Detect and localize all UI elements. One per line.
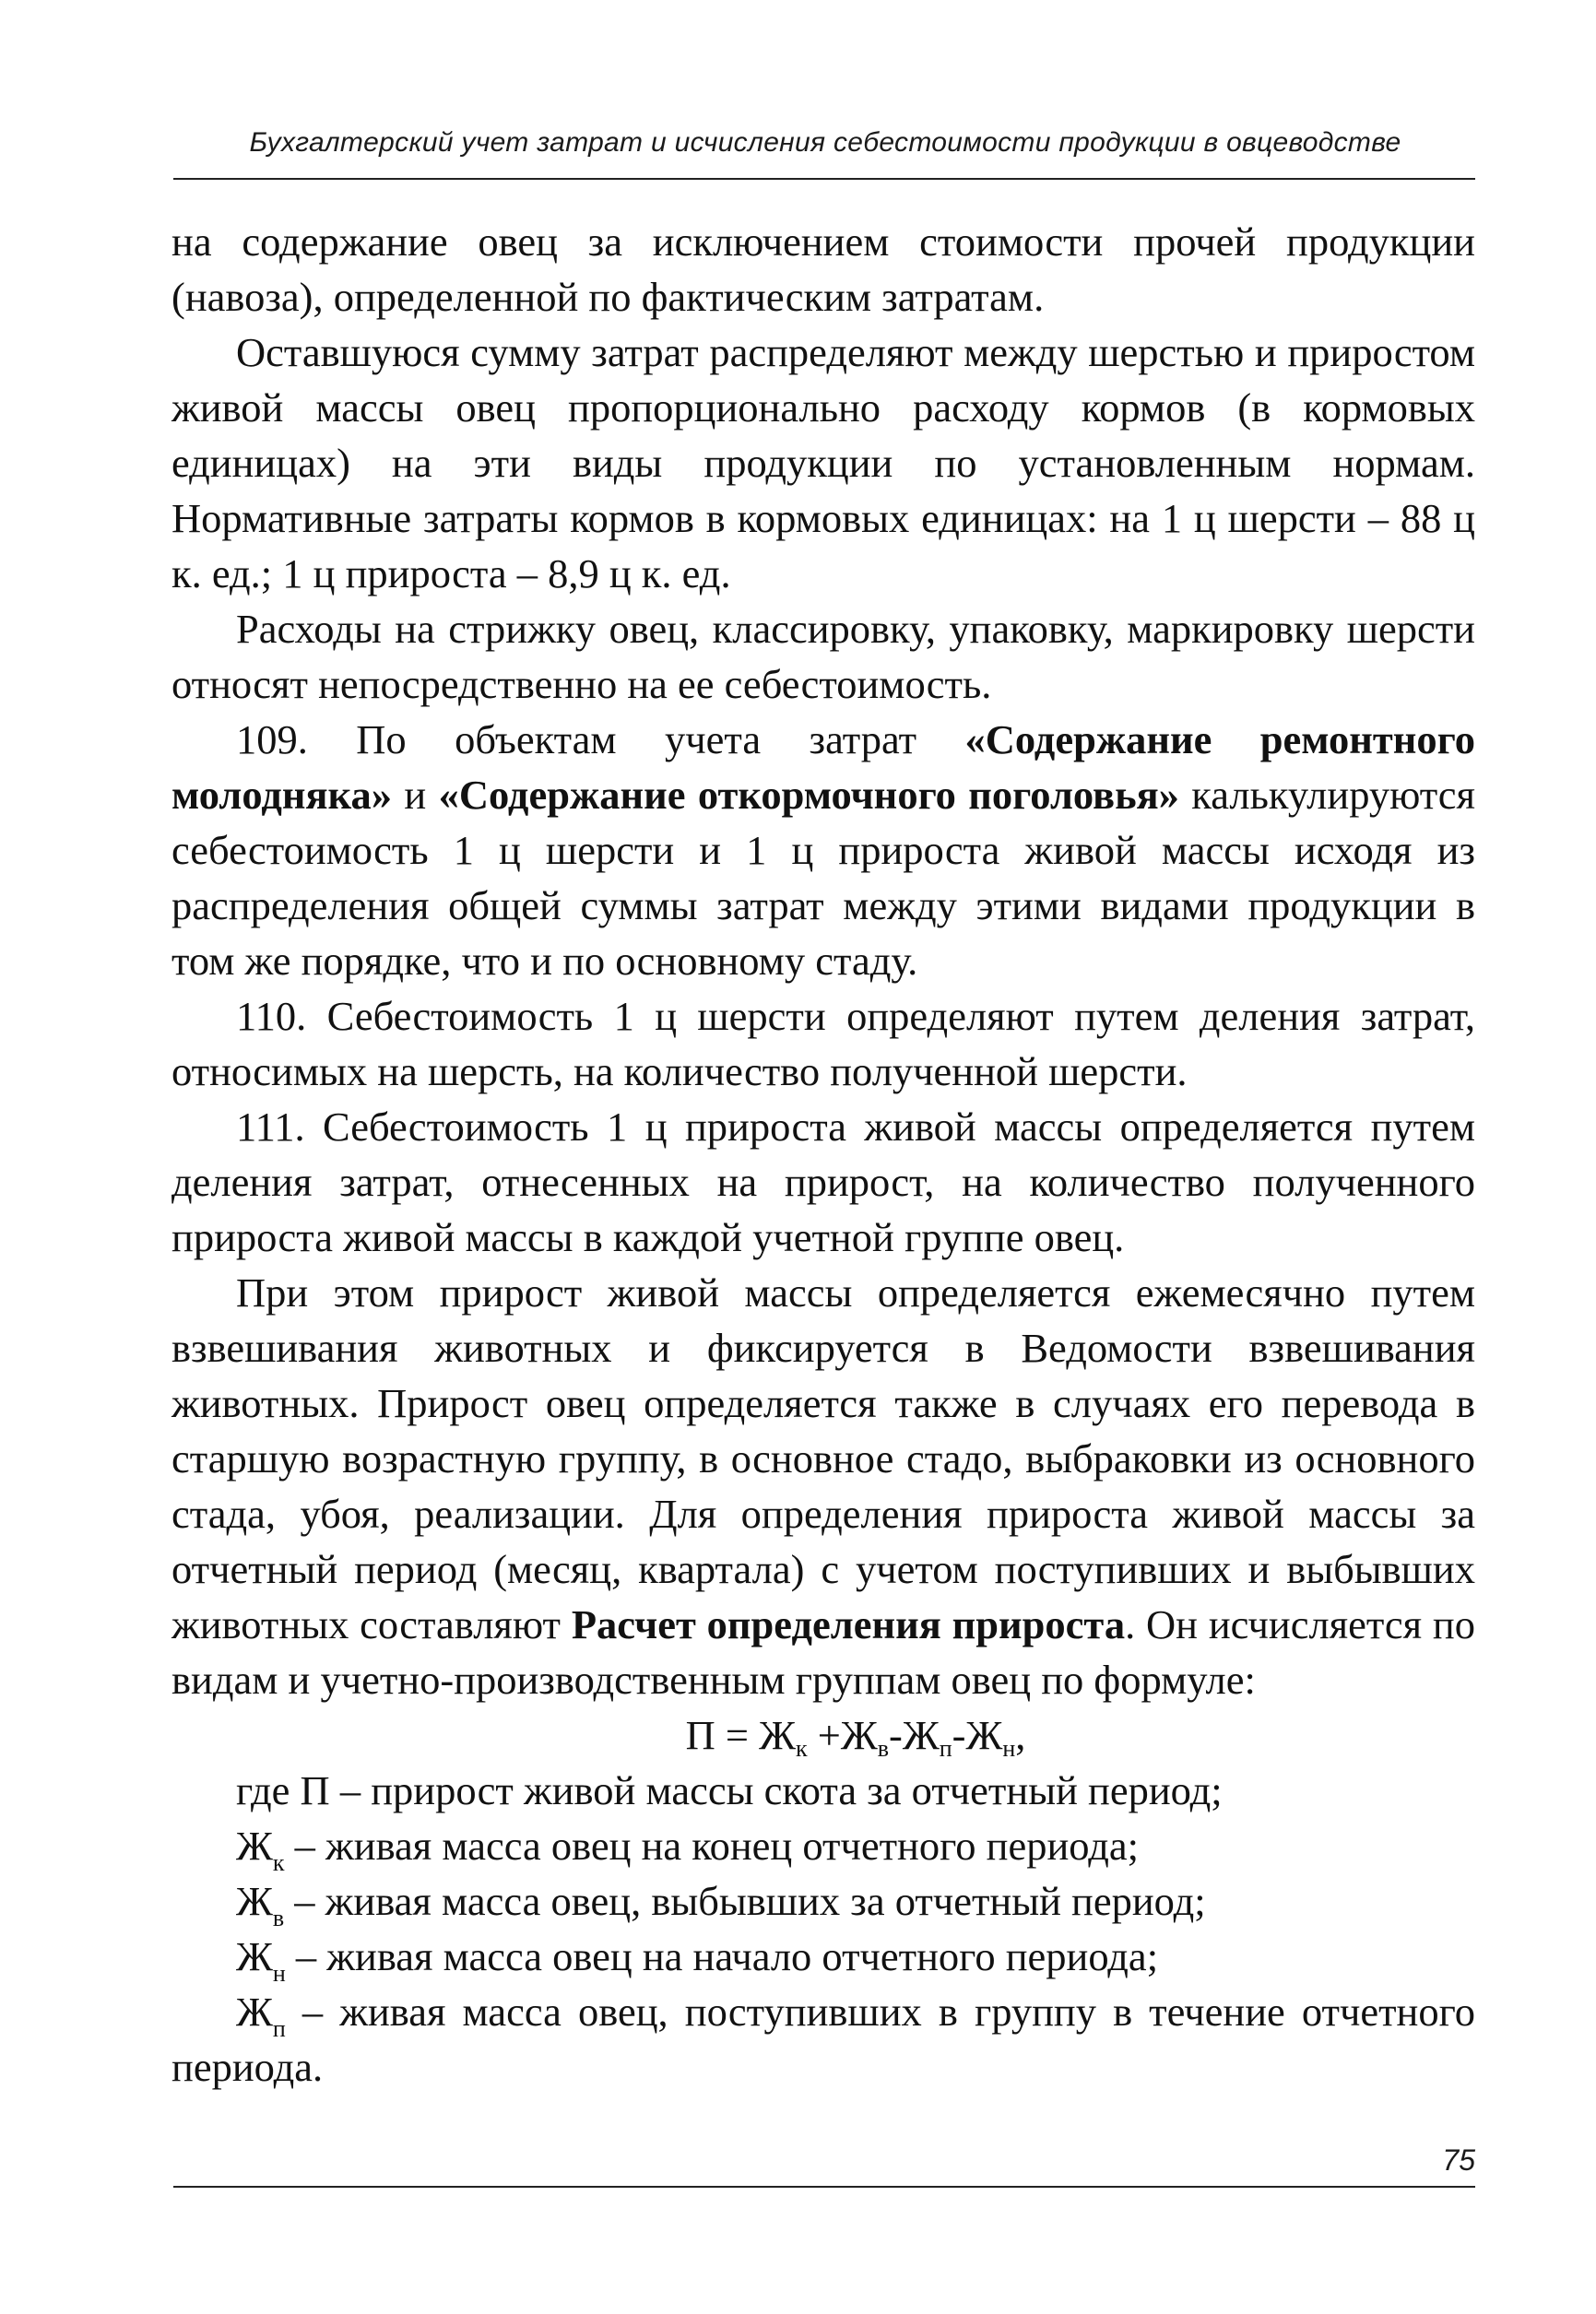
formula-sub-v: в <box>877 1735 889 1762</box>
paragraph-109-lead: 109. По объектам учета затрат <box>236 716 965 762</box>
definition-symbol: Ж <box>236 1933 273 1979</box>
definition-zh-k <box>171 1818 1475 1876</box>
definition-zh-p <box>171 1984 1475 2095</box>
definition-symbol: Ж <box>236 1989 273 2035</box>
definition-symbol: Ж <box>236 1823 273 1869</box>
paragraph-weighing-tail: . Он исчисляется по видам и учетно-производственным группам овец по формуле: <box>171 1601 1475 1703</box>
paragraph-3: Расходы на стрижку овец, классировку, упаковку, маркировку шерсти относят непосредственно на ее себестоимость. <box>171 606 1475 707</box>
formula-sub-k: к <box>795 1735 808 1762</box>
body-text <box>171 214 1475 2095</box>
page-number: 75 <box>1442 2143 1475 2177</box>
definition-text: – живая масса овец, выбывших за отчетный период; <box>284 1878 1206 1924</box>
paragraph-111: 111. Себестоимость 1 ц прироста живой массы определяется путем деления затрат, отнесенных на прирост, на количество полученного прироста живой массы в каждой учетной группе овец. <box>171 1104 1475 1260</box>
formula-minus-zh-2: -Ж <box>952 1712 1003 1758</box>
definition-p: где П – прирост живой массы скота за отчетный период; <box>236 1767 1223 1813</box>
definition-symbol: Ж <box>236 1878 273 1924</box>
term-raschet-prirosta: Расчет определения прироста <box>571 1601 1126 1647</box>
growth-formula <box>171 1707 1475 1763</box>
term-otkormochnoe-pogolovye: «Содержание откормочного поголовья» <box>438 772 1179 818</box>
definition-text: – живая масса овец на начало отчетного периода; <box>285 1933 1159 1979</box>
header-rule <box>173 178 1475 180</box>
formula-end: , <box>1015 1712 1026 1758</box>
definition-subscript: п <box>272 2015 286 2042</box>
formula-lhs: П = Ж <box>685 1712 796 1758</box>
formula-sub-n: н <box>1002 1735 1016 1762</box>
paragraph-109-tail: калькулируются себестоимость 1 ц шерсти и 1 ц прироста живой массы исходя из распределения общей суммы затрат между этими видами продукции в том же порядке, что и по основному стаду. <box>171 772 1475 984</box>
paragraph-weighing <box>171 1265 1475 1707</box>
paragraph-110: 110. Себестоимость 1 ц шерсти определяют путем деления затрат, относимых на шерсть, на количество полученной шерсти. <box>171 993 1475 1094</box>
paragraph-2: Оставшуюся сумму затрат распределяют между шерстью и приростом живой массы овец пропорционально расходу кормов (в кормовых единицах) на эти виды продукции по установленным нормам. Нормативные затраты кормов в кормовых единицах: на 1 ц шерсти – 88 ц к. ед.; 1 ц прироста – 8,9 ц к. ед. <box>171 329 1475 596</box>
definition-subscript: н <box>272 1960 286 1987</box>
definition-text: – живая масса овец на конец отчетного периода; <box>284 1823 1139 1869</box>
paragraph-weighing-lead: При этом прирост живой массы определяется ежемесячно путем взвешивания животных и фиксируется в Ведомости взвешивания животных. Прирост овец определяется также в случаях его перевода в старшую возрастную группу, в основное стадо, выбраковки из основного стада, убоя, реализации. Для определения прироста живой массы за отчетный период (месяц, квартала) с учетом поступивших и выбывших животных составляют <box>171 1269 1475 1647</box>
definition-subscript: к <box>272 1849 285 1876</box>
definition-zh-n <box>171 1929 1475 1987</box>
definition-text: – живая масса овец, поступивших в группу в течение отчетного периода. <box>171 1989 1475 2090</box>
paragraph-1: на содержание овец за исключением стоимости прочей продукции (навоза), определенной по фактическим затратам. <box>171 218 1475 320</box>
term-remontny-molodnyak: «Содержание ремонтного молодняка» <box>171 716 1475 818</box>
definition-zh-v <box>171 1873 1475 1929</box>
running-header: Бухгалтерский учет затрат и исчисления себестоимости продукции в овцеводстве <box>249 127 1401 158</box>
definition-subscript: в <box>272 1905 285 1931</box>
paragraph-109 <box>171 712 1475 988</box>
formula-plus-zh: +Ж <box>807 1712 878 1758</box>
footer-rule <box>173 2186 1475 2188</box>
formula-minus-zh-1: -Ж <box>889 1712 940 1758</box>
paragraph-109-mid: и <box>392 772 439 818</box>
formula-sub-p: п <box>939 1735 952 1762</box>
